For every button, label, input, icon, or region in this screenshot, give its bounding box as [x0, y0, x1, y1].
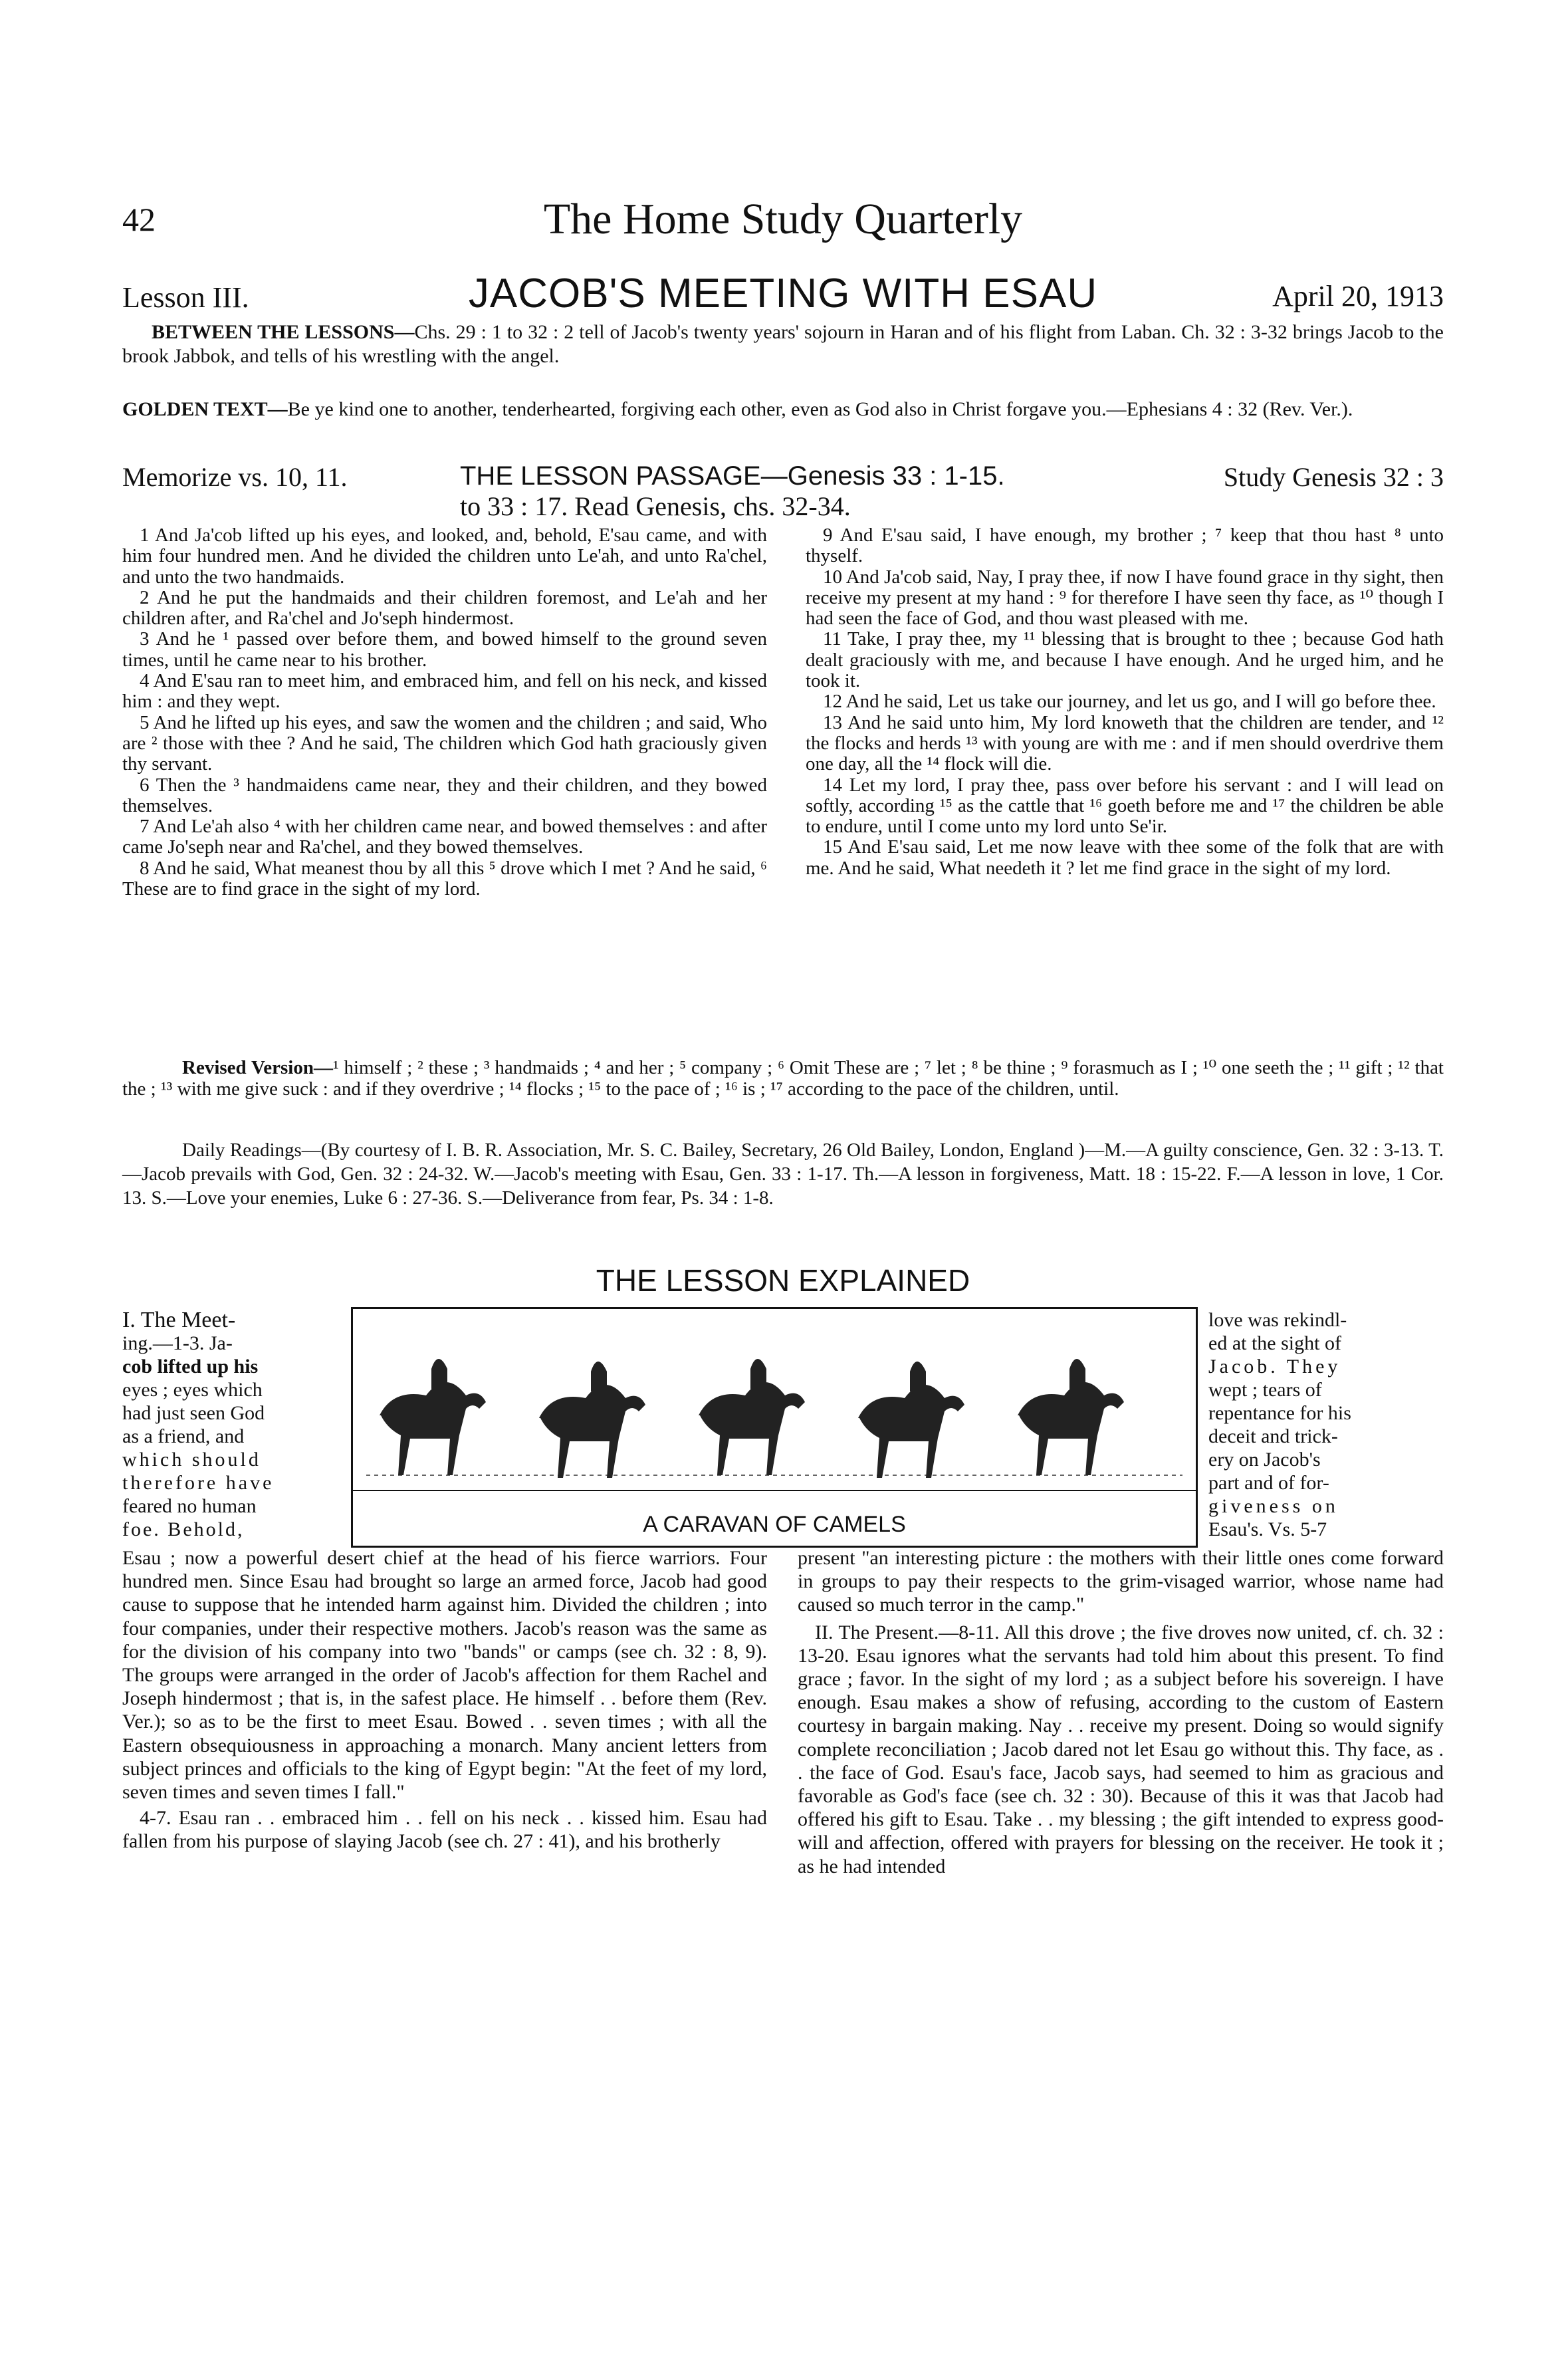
revised-version — [122, 1057, 1444, 1100]
narrow-line: as a friend, and — [122, 1425, 245, 1447]
narrow-line: therefore have — [122, 1472, 275, 1494]
golden-text-label: GOLDEN TEXT— — [122, 398, 288, 420]
study-reference-continued: to 33 : 17. Read Genesis, chs. 32-34. — [460, 491, 851, 521]
verse: 4 And E'sau ran to meet him, and embraced him, and fell on his neck, and kissed him : and they wept. — [122, 670, 767, 713]
verse: 3 And he ¹ passed over before them, and bowed himself to the ground seven times, until he came near to his brother. — [122, 628, 767, 671]
golden-text — [122, 398, 1444, 421]
verse: 12 And he said, Let us take our journey, and let us go, and I will go before thee. — [823, 691, 1436, 713]
verse: 14 Let my lord, I pray thee, pass over before his servant : and I will lead on softly, according ¹⁵ as the cattle that ¹⁶ goeth before me and ¹⁷ the children be able to endure, until I come unto my lord unto Se'ir. — [806, 774, 1444, 838]
explained-paragraph: Esau ; now a powerful desert chief at the head of his fierce warriors. Four hundred men. Since Esau had brought so large an armed force, Jacob had good cause to suppose that he intended harm against him. Divided the children ; into four companies, under their respective mothers. Jacob's reason was the same as for the division of his company into two "bands" or camps (see ch. 32 : 8, 9). The groups were arranged in the order of Jacob's affection for them Rachel and Joseph hindermost ; that is, in the safest place. He himself . . before them (Rev. Ver.); so as to be the first to meet Esau. Bowed . . seven times ; with all the Eastern obsequiousness in approaching a monarch. Many ancient letters from subject princes and officials to the king of Egypt begin: "At the feet of my lord, seven times and seven times I fall." — [122, 1547, 767, 1804]
narrow-line: deceit and trick- — [1208, 1425, 1338, 1447]
between-lessons-label: BETWEEN THE LESSONS— — [152, 321, 415, 343]
left-narrow-column — [122, 1308, 342, 1541]
narrow-line: had just seen God — [122, 1402, 265, 1424]
verse: 5 And he lifted up his eyes, and saw the women and the children ; and said, Who are ² those with thee ? And he said, The children which God hath graciously given thy servant. — [122, 711, 767, 775]
explained-paragraph: present "an interesting picture : the mothers with their little ones come forward in groups to pay their respects to the grim-visaged warrior, whose name had caused so much terror in the camp." — [798, 1547, 1444, 1616]
narrow-line: ed at the sight of — [1208, 1332, 1341, 1354]
running-title: The Home Study Quarterly — [543, 195, 1023, 243]
narrow-line: love was rekindl- — [1208, 1309, 1347, 1331]
camel-icon — [699, 1359, 805, 1475]
daily-readings — [122, 1138, 1444, 1210]
explained-left-column — [122, 1546, 767, 1853]
narrow-line: wept ; tears of — [1208, 1379, 1322, 1401]
verse: 15 And E'sau said, Let me now leave with thee some of the folk that are with me. And he said, What needeth it ? let me find grace in the sight of my lord. — [806, 836, 1444, 879]
narrow-line: I. The Meet- — [122, 1308, 236, 1332]
verse: 13 And he said unto him, My lord knoweth that the children are tender, and ¹² the flocks and herds ¹³ with young are with me : and if men should overdrive them one day, all the ¹⁴ flock will die. — [806, 711, 1444, 775]
narrow-line: Esau's. Vs. 5-7 — [1208, 1518, 1327, 1540]
verse: 6 Then the ³ handmaidens came near, they and their children, and they bowed themselves. — [122, 774, 767, 816]
study-reference: Study Genesis 32 : 3 — [1223, 462, 1444, 492]
memorize: Memorize vs. 10, 11. — [122, 462, 348, 492]
verse: 11 Take, I pray thee, my ¹¹ blessing that is brought to thee ; because God hath dealt graciously with me, and because I have enough. And he urged him, and he took it. — [806, 628, 1444, 692]
between-lessons-text: Chs. 29 : 1 to 32 : 2 tell of Jacob's twenty years' sojourn in Haran and of his flight from Laban. Ch. 32 : 3-32 brings Jacob to the brook Jabbok, and tells of his wrestling with the angel. — [122, 321, 1444, 367]
daily-readings-text: (By courtesy of I. B. R. Association, Mr. S. C. Bailey, Secretary, 26 Old Bailey, London, England )—M.—A guilty conscience, Gen. 32 : 3-13. T.—Jacob prevails with God, Gen. 32 : 24-32. W.—Jacob's meeting with Esau, Gen. 33 : 1-17. Th.—A lesson in forgiveness, Matt. 18 : 15-22. F.—A lesson in love, 1 Cor. 13. S.—Love your enemies, Luke 6 : 27-36. S.—Deliverance from fear, Ps. 34 : 1-8. — [122, 1139, 1444, 1209]
verse: 1 And Ja'cob lifted up his eyes, and looked, and, behold, E'sau came, and with him four hundred men. And he divided the children unto Le'ah, and unto Ra'chel, and unto the two handmaids. — [122, 525, 767, 588]
verse: 9 And E'sau said, I have enough, my brother ; ⁷ keep that thou hast ⁸ unto thyself. — [806, 525, 1444, 567]
image-caption: A CARAVAN OF CAMELS — [353, 1490, 1196, 1538]
camel-icon — [858, 1362, 964, 1478]
caravan-illustration-frame — [351, 1307, 1198, 1548]
revised-version-text: ¹ himself ; ² these ; ³ handmaids ; ⁴ and her ; ⁵ company ; ⁶ Omit These are ; ⁷ let ; ⁸ be thine ; ⁹ forasmuch as I ; ¹⁰ one seeth the ; ¹¹ gift ; ¹² that the ; ¹³ with me give suck : and if they overdrive ; ¹⁴ flocks ; ¹⁵ to the pace of ; ¹⁶ is ; ¹⁷ according to the pace of the children, until. — [122, 1057, 1444, 1100]
narrow-line: giveness on — [1208, 1495, 1339, 1517]
narrow-line: feared no human — [122, 1495, 257, 1517]
verses-right-column — [806, 525, 1444, 879]
verse: 8 And he said, What meanest thou by all this ⁵ drove which I met ? And he said, ⁶ These are to find grace in the sight of my lord. — [122, 857, 767, 900]
lesson-title: JACOB'S MEETING WITH ESAU — [468, 271, 1098, 316]
narrow-line: part and of for- — [1208, 1472, 1329, 1494]
explained-right-column — [798, 1546, 1444, 1878]
camel-icon — [1018, 1359, 1124, 1475]
golden-text-body: Be ye kind one to another, tenderhearted, forgiving each other, even as God also in Christ forgave you.—Ephesians 4 : 32 (Rev. Ver.). — [287, 398, 1353, 420]
narrow-line: Jacob. They — [1208, 1356, 1341, 1377]
camel-icon — [380, 1359, 486, 1475]
narrow-line: repentance for his — [1208, 1402, 1351, 1424]
daily-readings-label: Daily Readings— — [182, 1139, 321, 1161]
verse: 7 And Le'ah also ⁴ with her children came near, and bowed themselves : and after came Jo'seph near and Ra'chel, and they bowed themselves. — [122, 816, 767, 858]
camel-icon — [539, 1362, 645, 1478]
right-narrow-column — [1208, 1308, 1444, 1541]
revised-version-label: Revised Version— — [182, 1057, 333, 1078]
page-number: 42 — [122, 201, 156, 238]
explained-paragraph: II. The Present.—8-11. All this drove ; the five droves now united, cf. ch. 32 : 13-20. Esau ignores what the servants had told him about this present. To find grace ; favor. In the sight of my lord ; as a subject before his sovereign. I have enough. Esau makes a show of refusing, according to the custom of Eastern courtesy in bargain making. Nay . . receive my present. Doing so would signify complete reconciliation ; Jacob dared not let Esau go without this. Thy face, as . . the face of God. Esau's face, Jacob says, had seemed to him as gracious and favorable as God's face (see ch. 32 : 30). Because of this it was that Jacob had offered his gift to Esau. Take . . my blessing ; the gift intended to express good-will and affection, offered with prayers for blessing on the receiver. He took it ; as he had intended — [798, 1621, 1444, 1877]
narrow-line: foe. Behold, — [122, 1518, 245, 1540]
narrow-line: ery on Jacob's — [1208, 1449, 1321, 1471]
verses-left-column — [122, 525, 767, 899]
lesson-date: April 20, 1913 — [1272, 280, 1444, 312]
narrow-line: which should — [122, 1449, 261, 1471]
narrow-line: cob lifted up his — [122, 1356, 259, 1377]
lesson-number: Lesson III. — [122, 281, 249, 314]
verse: 10 And Ja'cob said, Nay, I pray thee, if now I have found grace in thy sight, then receive my present at my hand : ⁹ for therefore I have seen thy face, as ¹⁰ though I had seen the face of God, and thou wast pleased with me. — [806, 566, 1444, 630]
verse: 2 And he put the handmaids and their children foremost, and Le'ah and her children after, and Ra'chel and Jo'seph hindermost. — [122, 586, 767, 630]
section-heading: THE LESSON EXPLAINED — [596, 1263, 970, 1298]
lesson-passage: THE LESSON PASSAGE—Genesis 33 : 1-15. — [460, 461, 1005, 491]
between-lessons — [122, 320, 1444, 368]
narrow-line: ing.—1-3. Ja- — [122, 1332, 233, 1354]
explained-paragraph: 4-7. Esau ran . . embraced him . . fell on his neck . . kissed him. Esau had fallen from his purpose of slaying Jacob (see ch. 27 : 41), and his brotherly — [122, 1807, 767, 1853]
narrow-line: eyes ; eyes which — [122, 1379, 263, 1401]
